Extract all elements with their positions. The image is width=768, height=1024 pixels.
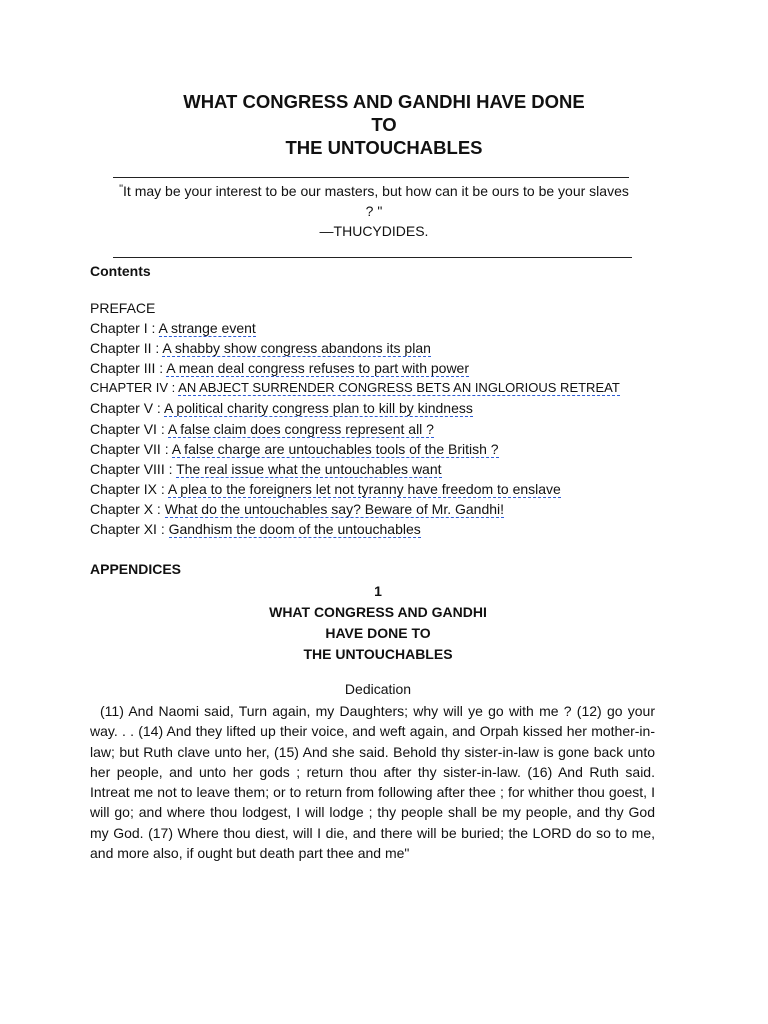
appendix-title-line-1: WHAT CONGRESS AND GANDHI — [269, 604, 487, 620]
toc-chapter-1[interactable] — [90, 318, 690, 338]
chapter-title[interactable]: Gandhism the doom of the untouchables — [168, 521, 421, 538]
top-divider — [113, 177, 629, 178]
chapter-title[interactable]: AN ABJECT SURRENDER CONGRESS BETS AN INGLORIOUS RETREAT — [178, 380, 620, 396]
table-of-contents — [90, 298, 690, 539]
dedication-paragraph: (11) And Naomi said, Turn again, my Daughters; why will ye go with me ? (12) go your way. . . (14) And they lifted up their voice, and weft again, and Orpah kissed her mother-in-law; but Ruth clave unto her, (15) And she said. Behold thy sister-in-law is gone back unto her people, and unto her gods ; return thou after thy sister-in-law. (16) And Ruth said. Intreat me not to leave them; or to return from following after thee ; for whither thou goest, I will go; and where thou lodgest, I will lodge ; thy people shall be my people, and thy God my God. (17) Where thou diest, will I die, and there will be buried; the LORD do so to me, and more also, if ought but death part thee and me" — [90, 703, 655, 862]
epigraph-quote-line-2: ? " — [365, 203, 383, 219]
toc-chapter-5[interactable] — [90, 398, 690, 418]
appendix-title-line-2: HAVE DONE TO — [325, 625, 431, 641]
chapter-number: Chapter VII : — [90, 440, 169, 457]
chapter-number: Chapter XI : — [90, 521, 165, 538]
toc-chapter-4[interactable] — [90, 378, 690, 398]
appendix-title-line-3: THE UNTOUCHABLES — [303, 646, 453, 662]
epigraph-quote-line-1: It may be your interest to be our masters, but how can it be ours to be your slaves — [123, 183, 629, 199]
title-line-2: TO — [371, 114, 397, 135]
toc-chapter-2[interactable] — [90, 338, 690, 358]
chapter-number: Chapter VI : — [90, 420, 165, 437]
chapter-title[interactable]: A political charity congress plan to kill by kindness — [163, 400, 473, 417]
toc-chapter-11[interactable] — [90, 519, 690, 539]
chapter-number: Chapter X : — [90, 500, 161, 517]
chapter-number: Chapter VIII : — [90, 460, 173, 477]
chapter-title[interactable]: What do the untouchables say? Beware of Mr. Gandhi! — [164, 500, 505, 517]
appendix-title-block — [0, 581, 756, 665]
chapter-number: Chapter I : — [90, 320, 156, 337]
toc-preface[interactable]: PREFACE — [90, 300, 156, 316]
document-title — [0, 90, 768, 159]
chapter-title[interactable]: A false charge are untouchables tools of the British ? — [171, 440, 499, 457]
title-line-1: WHAT CONGRESS AND GANDHI HAVE DONE — [183, 91, 585, 112]
dedication-heading: Dedication — [344, 681, 412, 697]
toc-chapter-3[interactable] — [90, 358, 690, 378]
chapter-number: Chapter II : — [90, 340, 160, 357]
appendices-heading: APPENDICES — [90, 561, 182, 577]
toc-chapter-7[interactable] — [90, 439, 690, 459]
toc-chapter-9[interactable] — [90, 479, 690, 499]
toc-chapter-8[interactable] — [90, 459, 690, 479]
bottom-divider — [113, 257, 632, 258]
contents-heading: Contents — [90, 263, 151, 279]
epigraph-author: —THUCYDIDES. — [319, 223, 429, 239]
epigraph — [90, 181, 658, 241]
appendix-number: 1 — [374, 583, 382, 599]
toc-chapter-6[interactable] — [90, 419, 690, 439]
dedication-body — [90, 701, 655, 863]
chapter-title[interactable]: The real issue what the untouchables want — [176, 460, 442, 477]
epigraph-quote — [90, 181, 658, 201]
chapter-number: Chapter IX : — [90, 480, 165, 497]
chapter-title[interactable]: A plea to the foreigners let not tyranny have freedom to enslave — [167, 480, 561, 497]
chapter-number: Chapter V : — [90, 400, 161, 417]
chapter-title[interactable]: A strange event — [158, 320, 256, 337]
chapter-title[interactable]: A mean deal congress refuses to part with power — [166, 360, 469, 377]
chapter-title[interactable]: A shabby show congress abandons its plan — [162, 340, 431, 357]
chapter-title[interactable]: A false claim does congress represent all ? — [167, 420, 434, 437]
epigraph-open-mark: " — [119, 183, 124, 195]
toc-chapter-10[interactable] — [90, 499, 690, 519]
title-line-3: THE UNTOUCHABLES — [285, 137, 483, 158]
chapter-number: Chapter III : — [90, 360, 164, 377]
chapter-number: CHAPTER IV : — [90, 380, 176, 396]
